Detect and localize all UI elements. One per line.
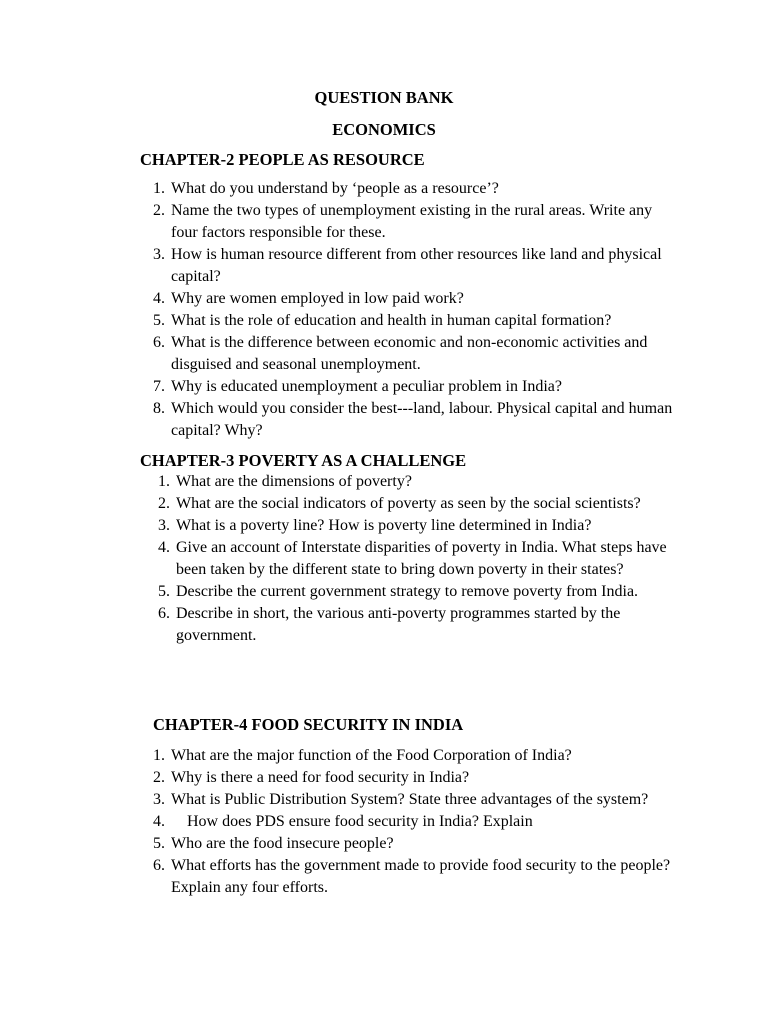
question-text: Describe the current government strategy to remove poverty from India.: [176, 583, 639, 600]
list-item: [153, 833, 681, 855]
list-item: [158, 515, 681, 537]
question-number: 2.: [153, 769, 165, 786]
list-item: [158, 493, 681, 515]
subject-title: ECONOMICS: [332, 120, 436, 139]
list-item: [158, 581, 681, 603]
question-text: What is the difference between economic and non-economic activities and disguised and seasonal unemployment.: [171, 334, 648, 373]
question-text: Name the two types of unemployment existing in the rural areas. Write any four factors responsible for these.: [171, 202, 653, 241]
question-number: 5.: [153, 835, 165, 852]
question-number: 2.: [158, 495, 170, 512]
chapter-4-heading: CHAPTER-4 FOOD SECURITY IN INDIA: [153, 715, 464, 734]
list-item: [153, 398, 681, 442]
list-item: [153, 767, 681, 789]
list-item: [158, 471, 681, 493]
question-number: 6.: [153, 857, 165, 874]
question-text: What efforts has the government made to provide food security to the people? Explain any four efforts.: [171, 857, 671, 896]
page-title: QUESTION BANK: [314, 88, 454, 107]
question-text: What is a poverty line? How is poverty line determined in India?: [176, 517, 592, 534]
list-item: [158, 603, 681, 647]
question-number: 4.: [153, 813, 165, 830]
question-text: What is the role of education and health in human capital formation?: [171, 312, 612, 329]
question-number: 6.: [158, 605, 170, 622]
question-text: What are the major function of the Food Corporation of India?: [171, 747, 572, 764]
question-text: What is Public Distribution System? State three advantages of the system?: [171, 791, 649, 808]
list-item: [153, 811, 681, 833]
question-number: 4.: [153, 290, 165, 307]
question-number: 6.: [153, 334, 165, 351]
chapter-3-heading: CHAPTER-3 POVERTY AS A CHALLENGE: [140, 451, 467, 470]
question-text: Which would you consider the best---land, labour. Physical capital and human capital? Why?: [171, 400, 673, 439]
chapter-4-question-list: [153, 745, 681, 899]
question-number: 1.: [153, 747, 165, 764]
question-number: 7.: [153, 378, 165, 395]
question-number: 8.: [153, 400, 165, 417]
question-number: 5.: [153, 312, 165, 329]
question-number: 3.: [158, 517, 170, 534]
chapter-2-heading: CHAPTER-2 PEOPLE AS RESOURCE: [140, 150, 425, 169]
list-item: [153, 200, 681, 244]
list-item: [153, 745, 681, 767]
list-item: [153, 310, 681, 332]
question-text: How does PDS ensure food security in India? Explain: [187, 813, 533, 830]
list-item: [153, 332, 681, 376]
question-text: Describe in short, the various anti-poverty programmes started by the government.: [176, 605, 621, 644]
question-text: What are the dimensions of poverty?: [176, 473, 412, 490]
question-number: 5.: [158, 583, 170, 600]
question-text: Who are the food insecure people?: [171, 835, 394, 852]
list-item: [153, 178, 681, 200]
question-text: What are the social indicators of poverty as seen by the social scientists?: [176, 495, 641, 512]
list-item: [153, 244, 681, 288]
chapter-2-question-list: [153, 178, 681, 442]
question-number: 4.: [158, 539, 170, 556]
list-item: [153, 376, 681, 398]
list-item: [153, 855, 681, 899]
question-text: Why are women employed in low paid work?: [171, 290, 464, 307]
question-text: Why is educated unemployment a peculiar problem in India?: [171, 378, 562, 395]
list-item: [153, 789, 681, 811]
list-item: [153, 288, 681, 310]
question-number: 2.: [153, 202, 165, 219]
question-number: 1.: [153, 180, 165, 197]
question-number: 3.: [153, 246, 165, 263]
question-number: 3.: [153, 791, 165, 808]
list-item: [158, 537, 681, 581]
question-text: Why is there a need for food security in India?: [171, 769, 470, 786]
chapter-3-question-list: [158, 471, 681, 647]
question-text: Give an account of Interstate disparities of poverty in India. What steps have been taken by the different state to bring down poverty in their states?: [176, 539, 667, 578]
question-text: What do you understand by ‘people as a resource’?: [171, 180, 499, 197]
question-text: How is human resource different from other resources like land and physical capital?: [171, 246, 662, 285]
question-number: 1.: [158, 473, 170, 490]
